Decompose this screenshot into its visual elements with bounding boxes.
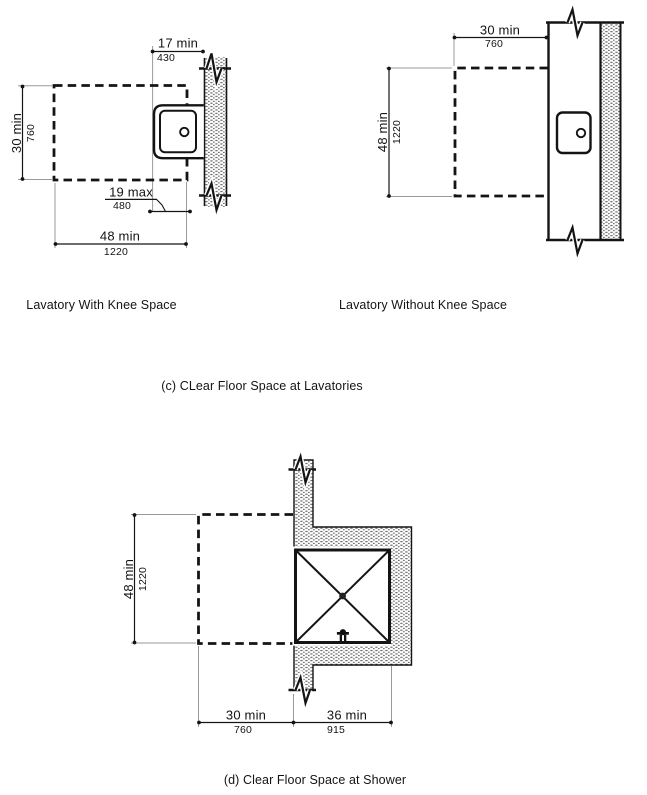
lavatory-symbol [557,113,591,154]
dim-48min-metric: 1220 [390,120,403,145]
dim-48min-metric: 1220 [103,245,129,258]
faucet-icon [577,129,585,137]
dim-30min-shower-label: 30 min [225,707,267,723]
dim-48min-label: 48 min [120,558,136,599]
dim-30min-left [9,112,36,152]
lavatory-without-knee-space-drawing [386,10,624,254]
dim-17min-metric: 430 [156,51,176,64]
dim-17min-label: 17 min [157,35,199,50]
dimension-lines [387,36,548,198]
dim-30min-shower-metric: 760 [233,723,253,736]
dim-30min-top-metric: 760 [484,37,504,50]
dim-48min-metric: 1220 [136,566,149,591]
caption-lavatory-with-knee-space: Lavatory With Knee Space [26,297,177,312]
caption-clear-floor-space-lavatories: (c) CLear Floor Space at Lavatories [161,378,363,393]
shower-drain-icon [339,593,346,600]
caption-lavatory-without-knee-space: Lavatory Without Knee Space [338,297,508,312]
dim-19max-metric: 480 [112,199,132,212]
dim-36min-shower-label: 36 min [326,707,368,723]
dim-48min-label: 48 min [99,228,141,243]
shower-stall [296,550,390,643]
dim-19max-label: 19 max [109,184,153,200]
clear-floor-space-outline [199,515,294,644]
dim-48min-left [376,112,403,152]
dim-30min-top-label: 30 min [479,22,521,37]
caption-clear-floor-space-shower: (d) Clear Floor Space at Shower [223,772,407,787]
basin [160,111,196,153]
lavatory-symbol [154,105,204,158]
dim-48min-label: 48 min [374,112,390,153]
lavatory-with-knee-space-drawing [18,46,231,248]
shower-drawing [131,457,412,728]
clear-floor-space-outline [455,68,548,196]
dim-36min-shower-metric: 915 [326,723,346,736]
dim-30min-label: 30 min [8,112,24,153]
dim-30min-metric: 760 [24,123,37,142]
faucet-icon [180,128,188,136]
dim-48min-shower [121,559,148,599]
